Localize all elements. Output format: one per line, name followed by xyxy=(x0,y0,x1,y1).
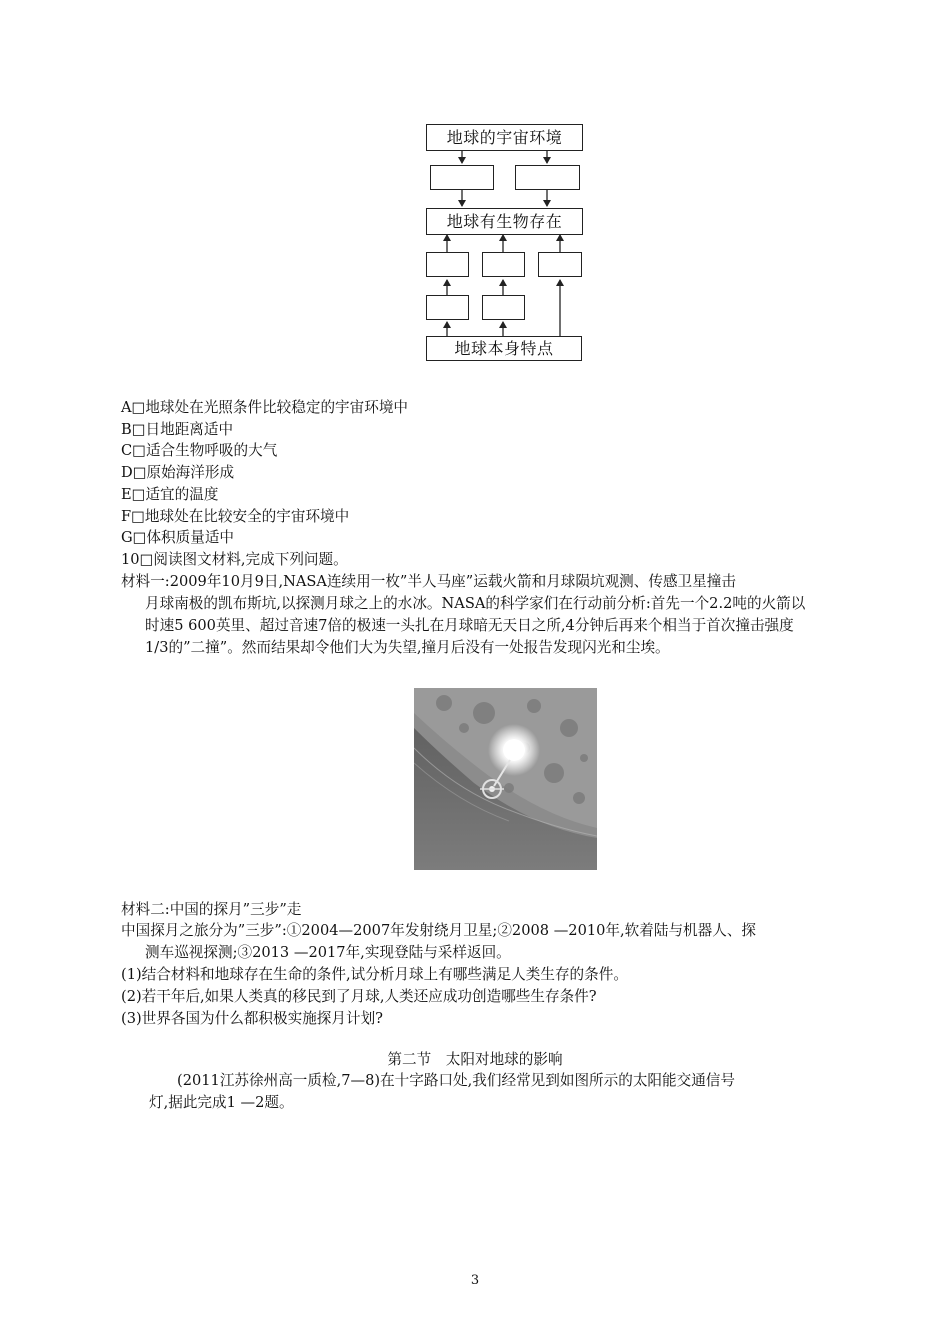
diagram-arrows xyxy=(420,120,590,364)
empty-box-1 xyxy=(430,165,494,190)
material-two-body: 测车巡视探测;③2013 —2017年,实现登陆与采样返回。 xyxy=(145,944,511,961)
box-cosmic-environment: 地球的宇宙环境 xyxy=(426,124,583,151)
section-intro xyxy=(121,1070,811,1114)
option-d: D□原始海洋形成 xyxy=(121,464,235,481)
option-a: A□地球处在光照条件比较稳定的宇宙环境中 xyxy=(121,399,409,416)
moon-impact-photo xyxy=(414,688,597,870)
empty-box-3 xyxy=(426,252,469,277)
option-b: B□日地距离适中 xyxy=(121,421,234,438)
section-intro-rest: 灯,据此完成1 —2题。 xyxy=(149,1094,294,1111)
box-life-exists: 地球有生物存在 xyxy=(426,208,583,235)
section-intro-first-line: (2011江苏徐州高一质检,7—8)在十字路口处,我们经常见到如图所示的太阳能交通信号 xyxy=(177,1072,735,1089)
material-one-body: 月球南极的凯布斯坑,以探测月球之上的水冰。NASA的科学家们在行动前分析:首先一个2.2吨的火箭以时速5 600英里、超过音速7倍的极速一头扎在月球暗无天日之所,4分钟后再来个相当于首次撞击强度1/3的”二撞”。然而结果却令他们大为失望,撞月后没有一处报告发现闪光和尘埃。 xyxy=(145,595,806,656)
material-two xyxy=(121,920,811,964)
sub-question-3: (3)世界各国为什么都积极实施探月计划? xyxy=(121,1010,383,1027)
option-f: F□地球处在比较安全的宇宙环境中 xyxy=(121,508,350,525)
section-heading: 第二节 太阳对地球的影响 xyxy=(387,1051,563,1068)
page-number: 3 xyxy=(470,1273,480,1288)
empty-box-7 xyxy=(482,295,525,320)
option-c: C□适合生物呼吸的大气 xyxy=(121,442,278,459)
material-one-first-line: 材料一:2009年10月9日,NASA连续用一枚”半人马座”运载火箭和月球陨坑观测、传感卫星撞击 xyxy=(121,573,736,590)
empty-box-2 xyxy=(515,165,580,190)
sub-question-2: (2)若干年后,如果人类真的移民到了月球,人类还应成功创造哪些生存条件? xyxy=(121,988,597,1005)
option-e: E□适宜的温度 xyxy=(121,486,219,503)
question-10-title: 10□阅读图文材料,完成下列问题。 xyxy=(121,551,348,568)
empty-box-5 xyxy=(538,252,582,277)
empty-box-4 xyxy=(482,252,525,277)
material-two-title: 材料二:中国的探月”三步”走 xyxy=(121,901,302,918)
flow-diagram xyxy=(420,120,590,364)
material-one xyxy=(121,571,811,659)
material-two-first-line: 中国探月之旅分为”三步”:①2004—2007年发射绕月卫星;②2008 —2010年,软着陆与机器人、探 xyxy=(121,922,757,939)
option-g: G□体积质量适中 xyxy=(121,529,235,546)
box-earth-features: 地球本身特点 xyxy=(426,336,582,361)
empty-box-6 xyxy=(426,295,469,320)
sub-question-1: (1)结合材料和地球存在生命的条件,试分析月球上有哪些满足人类生存的条件。 xyxy=(121,966,628,983)
